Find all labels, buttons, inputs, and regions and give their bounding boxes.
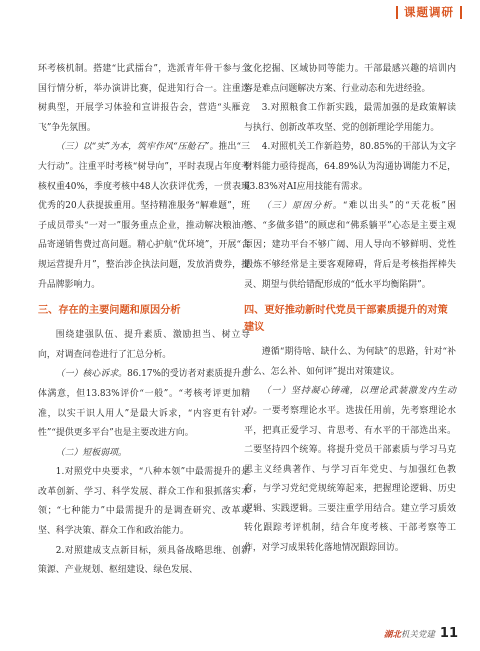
magazine-name-rest: 机关党建 — [400, 629, 435, 640]
rubric-bar-right — [460, 6, 462, 19]
paragraph-text: 一要考察理论水平。选拔任用前，先考察理论水平，把真正爱学习、肯思考、有水平的干部选出来。二要坚持四个统筹。将提升党员干部素质与学习马克思主义经典著作、与学习百年党史、与加强红色教育，与学习党纪党规统筹起来，把握理论逻辑、历史逻辑、实践逻辑。三要注重学用结合。建立学习质效转化跟踪考评机制，结合年度考核、干部考察等工作，对学习成果转化落地情况跟踪回访。 — [244, 405, 457, 554]
paragraph-text: “难以出头”的“天花板”困惑、“多做多错”的顾虑和“佛系躺平”心态是主要主观原因；建功平台不够广阔、用人导向不够鲜明、党性锻炼不够经常是主要客观障碍，背后是考核指挥棒失灵、期望与供给错配形成的“低水平均衡陷阱”。 — [244, 201, 457, 290]
left-column — [38, 60, 250, 581]
rubric-label: 课题调研 — [404, 5, 454, 19]
right-column — [244, 60, 456, 559]
section-rubric — [396, 4, 462, 20]
paragraph-text: 86.17%的受访者对素质提升总体满意，但13.83%评价“一般”。“考核考评更加精准，以实干识人用人”是最大诉求，“内容更有针对性”“提供更多平台”也是主要改进方向。 — [38, 369, 251, 439]
paragraph-text: 推出“三大行动”。注重平时考核“树导向”，平时表现占年度考核权重40%，季度考核中48人次获评优秀，一贯表现优秀的20人获提拔重用。坚持精准服务“解难题”，班子成员带头“一对一”服务重点企业，推动解决粮油产品寄递销售费过高问题。精心护航“优环境”，开展“合规运营提升月”，整治涉企执法问题，发放消费券，提升品牌影响力。 — [38, 142, 250, 290]
page-number: 11 — [439, 626, 458, 641]
section-heading: 四、更好推动新时代党员干部素质提升的对策建议 — [244, 305, 448, 334]
page-footer — [384, 626, 458, 641]
paragraph: 环考核机制。搭建“比武擂台”，选派青年骨干参与全国行情分析，举办演讲比赛，促进知行合一。注重选树典型，开展学习体验和宣讲报告会，营造“头雁竞飞”争先氛围。 — [38, 64, 250, 133]
magazine-name — [384, 628, 435, 640]
subheading-inline: （一）坚持凝心铸魂，以理论武装激发内生动力。 — [244, 386, 456, 416]
subheading-inline: （一）核心诉求。 — [55, 369, 128, 380]
paragraph: 遵循“期待啥、缺什么、为何缺”的思路，针对“补什么、怎么补、如何评”提出对策建议。 — [244, 347, 456, 377]
subheading-inline: （三）以“实”为本，筑牢作风“压舱石”。 — [55, 142, 219, 153]
paragraph — [38, 138, 250, 295]
subheading-inline: （三）原因分析。 — [261, 201, 343, 212]
paragraph: 1.对照党中央要求，“八种本领”中最需提升的是改革创新、学习、科学发展、群众工作和狠抓落实本领；“七种能力”中最需提升的是调查研究、改革攻坚、科学决策、群众工作和政治能力。 — [38, 467, 250, 537]
paragraph: 3.对照粮食工作新实践，最需加强的是政策解读与执行、创新改革攻坚、党的创新理论学用能力。 — [244, 103, 456, 133]
rubric-bar-left — [396, 6, 398, 19]
paragraph: 4.对照机关工作新趋势，80.85%的干部认为文字材料能力亟待提高，64.89%认为沟通协调能力不足，63.83%对AI应用技能有需求。 — [244, 142, 456, 192]
magazine-name-strong: 湖北 — [383, 629, 401, 640]
paragraph — [244, 197, 456, 295]
subheading-inline: （二）短板弱项。 — [55, 447, 127, 458]
paragraph: 围绕建强队伍、提升素质、激励担当、树立导向，对调查问卷进行了汇总分析。 — [38, 330, 250, 360]
paragraph: 文化挖掘、区域协同等能力。干部最感兴趣的培训内容是难点问题解决方案、行业动态和先进经验。 — [244, 64, 456, 94]
paragraph — [38, 365, 250, 443]
paragraph: 2.对照建成支点新目标，须具备战略思维、创新策源、产业规划、枢纽建设、绿色发展、 — [38, 545, 250, 576]
subheading — [38, 444, 250, 464]
section-heading: 三、存在的主要问题和原因分析 — [38, 305, 181, 317]
paragraph — [244, 382, 456, 558]
